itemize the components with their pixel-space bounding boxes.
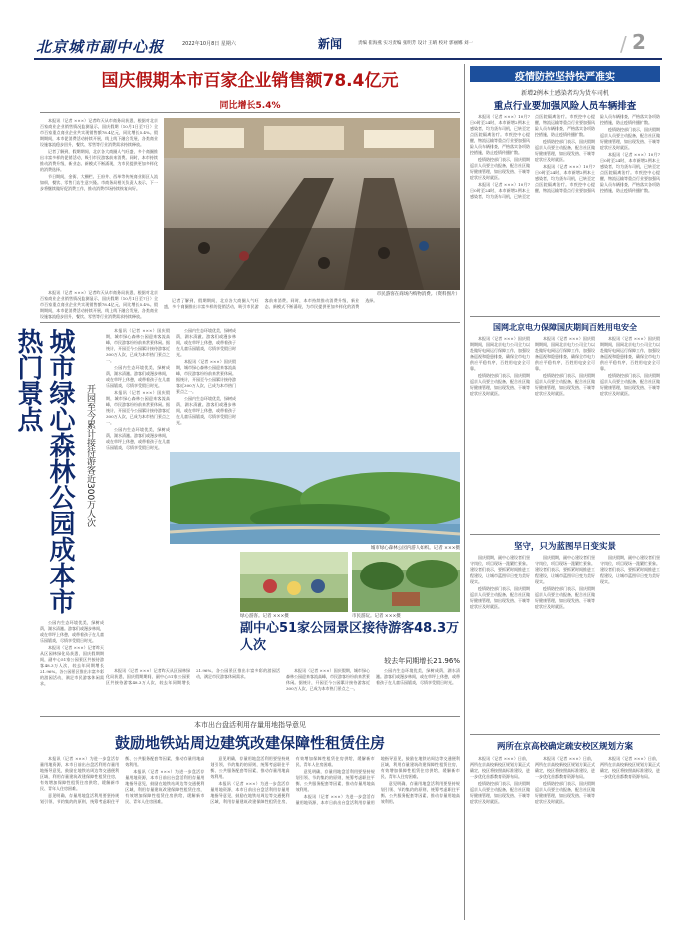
bottom-paragraph: 本报讯（记者 ×××）为进一步盘活存量用地资源，本市日前出台盘活利用存量用地指导意见，鼓励在地铁站周边等交通便利区域，利用存量建筑改建保障性租赁住房，有效增加保障性租赁住房供给，缓解新市民、青年人住房困难。: [295, 756, 460, 805]
sidebar-paragraph: 本报讯（记者 ×××）10月7日0时至24时，本市新增2例本土感染者，均为货车司机，已转至定点医院隔离治疗。市疾控中心提醒，物流运输等重点行业要加强风险人员车辆排查，严格落实各项防控措施，防止疫情传播扩散。: [600, 152, 660, 193]
bottom-kicker: 本市出台盘活利用存量用地指导意见: [194, 721, 306, 729]
park-paragraph: 公园内生态环境优美，绿树成荫，湖水清澈。游客们或漫步林间，或在草坪上休憩，或带着孩子在儿童乐园嬉戏，尽情享受假日时光。: [176, 328, 236, 357]
lead-bottom-rule: [40, 322, 460, 323]
sidebar-paragraph: 疫情防控部门表示，国庆假期返京人员要主动报备，配合社区做好健康管理，如出现发热、干咳等症状应及时就医。: [470, 157, 530, 180]
sidebar-paragraph: 疫情防控部门表示，国庆假期返京人员要主动报备，配合社区做好健康管理，如出现发热、干咳等症状应及时就医。: [470, 781, 530, 804]
lead-paragraph: 本报讯（记者 ×××）记者昨天从市商务局获悉，根据对北京百家商业企业销售情况监测显示，国庆假期（10月1日至7日）全市百家重点商业企业共实现销售额78.4亿元，同比增长5.4%。假期期间，本市促消费活动持续开展，线上线下融合发展，各类商业设施客流稳步回升，餐饮、零售等行业消费需求持续释放。: [40, 290, 158, 319]
park-paragraph: 本报讯（记者 ×××）国庆假期，城市绿心森林公园迎来客流高峰，市民游客纷纷前来赏景休闲。据统计，开园至今公园累计接待游客近300万人次，已成为本市热门景点之一。: [176, 359, 236, 394]
park-photo-1-caption: 绿心游客。记者 ×××摄: [240, 614, 289, 619]
park-paragraph: 本报讯（记者 ×××）国庆假期，城市绿心森林公园迎来客流高峰，市民游客纷纷前来赏景休闲。据统计，开园至今公园累计接待游客近300万人次，已成为本市热门景点之一。: [106, 390, 170, 425]
bottom-paragraph: 意见明确，存量用地盘活利用要坚持规划引领、节约集约的原则，统筹考虑职住平衡、公共服务配套等因素，推动存量用地高效利用。: [295, 769, 375, 792]
sidebar-paragraph: 本报讯（记者 ×××）日前，两所在京高校新校区规划方案正式确定，校区将按照高标准建设，进一步优化首都教育资源布局。: [470, 756, 530, 779]
bottom-paragraph: 意见明确，存量用地盘活利用要坚持规划引领、节约集约的原则，统筹考虑职住平衡、公共服务配套等因素，推动存量用地高效利用。: [40, 756, 205, 804]
park-body-4: [40, 620, 104, 712]
sidebar-paragraph: 疫情防控部门表示，国庆假期返京人员要主动报备，配合社区做好健康管理，如出现发热、干咳等症状应及时就医。: [470, 586, 530, 609]
column-divider: [464, 64, 465, 920]
bottom-paragraph: 本报讯（记者 ×××）为进一步盘活存量用地资源，本市日前出台盘活利用存量用地指导意见，鼓励在地铁站周边等交通便利区域，利用存量建筑改建保障性租赁住房，有效增加保障性租赁住房供给，缓解新市民、青年人住房困难。: [210, 756, 375, 804]
sidebar-paragraph: 疫情防控部门表示，国庆假期返京人员要主动报备，配合社区做好健康管理，如出现发热、干咳等症状应及时就医。: [535, 781, 595, 804]
sidebar-banner: [470, 66, 660, 82]
bottom-paragraph: 意见明确，存量用地盘活利用要坚持规划引领、节约集约的原则，统筹考虑职住平衡、公共服务配套等因素，推动存量用地高效利用。: [210, 756, 290, 779]
issue-date: 2022年10月8日 星期六: [182, 41, 236, 47]
lead-paragraph: 本报讯（记者 ×××）记者昨天从市商务局获悉，根据对北京百家商业企业销售情况监测显示，国庆假期（10月1日至7日）全市百家重点商业企业共实现销售额78.4亿元，同比增长5.4%。假期期间，本市促消费活动持续开展，线上线下融合发展，各类商业设施客流稳步回升，餐饮、零售等行业消费需求持续释放。: [40, 118, 158, 147]
sidebar-sub2-headline: 国网北京电力保障国庆期间百姓用电安全: [493, 323, 637, 332]
park-sub-2: 较去年同期增长21.96%: [384, 657, 460, 665]
sidebar-paragraph: 本报讯（记者 ×××）国庆假期期间，国网北京电力公司全力以赴做好电网运行保障工作，加强设备巡视和隐患排查，确保全市电力供应平稳有序，百姓用电安全可靠。: [600, 336, 660, 371]
lead-paragraph: 节日期间，金街、大栅栏、王府井、西单等传统商业街区人流如织，餐饮、零售门店生意兴隆。市商务局相关负责人表示，下一步将继续做好促消费工作，推动消费市场持续恢复向好。: [40, 174, 158, 191]
park-paragraph: 本报讯（记者 ×××）国庆假期，城市绿心森林公园迎来客流高峰，市民游客纷纷前来赏景休闲。据统计，开园至今公园累计接待游客近300万人次，已成为本市热门景点之一。: [286, 668, 370, 691]
sidebar-paragraph: 本报讯（记者 ×××）日前，两所在京高校新校区规划方案正式确定，校区将按照高标准建设，进一步优化首都教育资源布局。: [600, 756, 660, 779]
sidebar-paragraph: 疫情防控部门表示，国庆假期返京人员要主动报备，配合社区做好健康管理，如出现发热、干咳等症状应及时就医。: [600, 127, 660, 150]
park-vertical-sub: 开园至今累计接待游客近300万人次: [85, 384, 95, 528]
masthead: [34, 30, 662, 58]
park-photo-2-caption: 市民游玩。记者 ×××摄: [352, 614, 401, 619]
lead-paragraph: 记者了解到，假期期间，北京各大商圈人气旺盛，多个商圈推出丰富多样的促销活动，吸引市民游客前来消费。同时，本市持续推动消费升级，新业态、新模式不断涌现，为市民提供更加多样化的消费选择。: [40, 149, 158, 172]
bottom-paragraph: 本报讯（记者 ×××）为进一步盘活存量用地资源，本市日前出台盘活利用存量用地指导意见，鼓励在地铁站周边等交通便利区域，利用存量建筑改建保障性租赁住房，有效增加保障性租赁住房供给，缓解新市民、青年人住房困难。: [125, 769, 205, 804]
sidebar-paragraph: 国庆假期，副中心建设者们坚守岗位，项目现场一派繁忙景象。建设者们表示，要抓紧时间推进工程建设，让城市蓝图早日变为美好现实。: [470, 555, 530, 584]
sidebar-paragraph: 本报讯（记者 ×××）10月7日0时至24时，本市新增2例本土感染者，均为货车司机，已转至定点医院隔离治疗。市疾控中心提醒，物流运输等重点行业要加强风险人员车辆排查，严格落实各项防控措施，防止疫情传播扩散。: [535, 114, 660, 193]
park-people-image: [240, 552, 348, 612]
bottom-paragraph: 意见明确，存量用地盘活利用要坚持规划引领、节约集约的原则，统筹考虑职住平衡、公共服务配套等因素，推动存量用地高效利用。: [380, 781, 460, 804]
bottom-paragraph: 本报讯（记者 ×××）为进一步盘活存量用地资源，本市日前出台盘活利用存量用地指导意见，鼓励在地铁站周边等交通便利区域，利用存量建筑改建保障性租赁住房，有效增加保障性租赁住房供给，缓解新市民、青年人住房困难。: [40, 756, 120, 791]
park-paragraph: 本报讯（记者 ×××）记者昨天从区园林绿化局获悉，国庆假期期间，副中心51家公园景区共接待游客48.3万人次，较去年同期增长21.96%。各公园景区推出丰富多彩的游园活动，满足市民游客休闲需求。: [106, 668, 280, 685]
sidebar-banner-text: 疫情防控坚持快严准实: [515, 72, 615, 83]
sidebar-rule-1: [470, 316, 660, 317]
park-lake-image: [170, 452, 460, 544]
sidebar-paragraph: 疫情防控部门表示，国庆假期返京人员要主动报备，配合社区做好健康管理，如出现发热、干咳等症状应及时就医。: [470, 373, 530, 396]
park-paragraph: 本报讯（记者 ×××）国庆假期，城市绿心森林公园迎来客流高峰，市民游客纷纷前来赏景休闲。据统计，开园至今公园累计接待游客近300万人次，已成为本市热门景点之一。: [106, 328, 170, 363]
park-paragraph: 本报讯（记者 ×××）记者昨天从区园林绿化局获悉，国庆假期期间，副中心51家公园景区共接待游客48.3万人次，较去年同期增长21.96%。各公园景区推出丰富多彩的游园活动，满足市民游客休闲需求。: [40, 645, 104, 686]
sidebar-paragraph: 本报讯（记者 ×××）国庆假期期间，国网北京电力公司全力以赴做好电网运行保障工作，加强设备巡视和隐患排查，确保全市电力供应平稳有序，百姓用电安全可靠。: [535, 336, 595, 371]
section-title: 新闻: [318, 37, 343, 51]
park-trees-image: [352, 552, 460, 612]
park-paragraph: 公园内生态环境优美，绿树成荫，湖水清澈。游客们或漫步林间，或在草坪上休憩，或带着孩子在儿童乐园嬉戏，尽情享受假日时光。: [376, 668, 460, 685]
sidebar-paragraph: 本报讯（记者 ×××）日前，两所在京高校新校区规划方案正式确定，校区将按照高标准建设，进一步优化首都教育资源布局。: [535, 756, 595, 779]
lead-body-columns: [164, 298, 460, 320]
sidebar-headline: 重点行业要加强风险人员车辆排查: [493, 101, 637, 112]
lead-headline: 国庆假期本市百家企业销售额78.4亿元: [101, 71, 399, 91]
sidebar-body: [470, 114, 660, 310]
park-vertical-headline: 城市绿心森林公园成本市热门景点: [13, 328, 75, 614]
sidebar-paragraph: 国庆假期，副中心建设者们坚守岗位，项目现场一派繁忙景象。建设者们表示，要抓紧时间推进工程建设，让城市蓝图早日变为美好现实。: [600, 555, 660, 584]
sidebar-paragraph: 疫情防控部门表示，国庆假期返京人员要主动报备，配合社区做好健康管理，如出现发热、干咳等症状应及时就医。: [535, 586, 595, 609]
park-paragraph: 公园内生态环境优美，绿树成荫，湖水清澈。游客们或漫步林间，或在草坪上休憩，或带着孩子在儿童乐园嬉戏，尽情享受假日时光。: [106, 365, 170, 388]
park-paragraph: 公园内生态环境优美，绿树成荫，湖水清澈。游客们或漫步林间，或在草坪上休憩，或带着孩子在儿童乐园嬉戏，尽情享受假日时光。: [176, 396, 236, 425]
lead-subheadline: 同比增长5.4%: [219, 101, 281, 111]
sidebar-paragraph: 疫情防控部门表示，国庆假期返京人员要主动报备，配合社区做好健康管理，如出现发热、干咳等症状应及时就医。: [600, 373, 660, 396]
page-number: 2: [632, 30, 646, 54]
sidebar-sub4-body: [470, 756, 660, 918]
lead-photo: [164, 118, 460, 290]
sidebar-paragraph: 本报讯（记者 ×××）国庆假期期间，国网北京电力公司全力以赴做好电网运行保障工作，加强设备巡视和隐患排查，确保全市电力供应平稳有序，百姓用电安全可靠。: [470, 336, 530, 371]
lead-divider: [40, 112, 460, 113]
sidebar-kicker: 新增2例本土感染者均为货车司机: [521, 90, 609, 97]
bottom-body: [40, 756, 460, 918]
sidebar-paragraph: 国庆假期，副中心建设者们坚守岗位，项目现场一派繁忙景象。建设者们表示，要抓紧时间推进工程建设，让城市蓝图早日变为美好现实。: [535, 555, 595, 584]
bottom-headline: 鼓励地铁站周边建筑改建保障性租赁住房: [114, 734, 385, 752]
sidebar-rule-2: [470, 534, 660, 535]
page-number-slash-icon: /: [620, 32, 627, 56]
sidebar-paragraph: 疫情防控部门表示，国庆假期返京人员要主动报备，配合社区做好健康管理，如出现发热、干咳等症状应及时就医。: [535, 373, 595, 396]
sidebar-rule-3: [470, 734, 660, 735]
sidebar-sub4-headline: 两所在京高校确定疏安校区规划方案: [496, 742, 633, 752]
sidebar-paragraph: 本报讯（记者 ×××）10月7日0时至24时，本市新增2例本土感染者，均为货车司机，已转至定点医院隔离治疗。市疾控中心提醒，物流运输等重点行业要加强风险人员车辆排查，严格落实各项防控措施，防止疫情传播扩散。: [470, 114, 595, 199]
park-body: [106, 328, 170, 618]
lead-body: [40, 118, 158, 288]
lead-paragraph: 记者了解到，假期期间，北京各大商圈人气旺盛，多个商圈推出丰富多样的促销活动，吸引市民游客前来消费。同时，本市持续推动消费升级，新业态、新模式不断涌现，为市民提供更加多样化的消费选择。: [164, 298, 378, 309]
park-headline-2: 副中心51家公园景区接待游客48.3万人次: [240, 621, 460, 653]
park-photo-2: [352, 552, 460, 612]
editors-line: 责编 崔海燕 实习责编 张明芳 设计 王晴 校对 郭丽娜 刘一: [358, 41, 473, 46]
sidebar-paragraph: 疫情防控部门表示，国庆假期返京人员要主动报备，配合社区做好健康管理，如出现发热、干咳等症状应及时就医。: [535, 139, 595, 162]
paper-name: 北京城市副中心报: [36, 38, 165, 56]
sidebar-sub3-headline: 坚守，只为蓝图早日变实景: [513, 542, 616, 552]
park-main-photo: [170, 452, 460, 544]
park-bottom-rule: [40, 716, 460, 717]
mall-interior-image: [164, 118, 460, 290]
lead-photo-caption: 市民游客在商场内购物消费。（资料图片）: [376, 292, 460, 297]
sidebar-sub2-body: [470, 336, 660, 528]
park-main-photo-caption: 城市绿心森林公园内游人如织。记者 ×××摄: [370, 546, 460, 551]
park-body-3: [106, 668, 460, 712]
park-paragraph: 公园内生态环境优美，绿树成荫，湖水清澈。游客们或漫步林间，或在草坪上休憩，或带着孩子在儿童乐园嬉戏，尽情享受假日时光。: [106, 427, 170, 450]
sidebar-paragraph: 本报讯（记者 ×××）10月7日0时至24时，本市新增2例本土感染者，均为货车司机，已转至定点医院隔离治疗。市疾控中心提醒，物流运输等重点行业要加强风险人员车辆排查，严格落实各项防控措施，防止疫情传播扩散。: [470, 114, 530, 155]
lead-body-left-lower: [40, 290, 158, 320]
sidebar-sub3-body: [470, 555, 660, 729]
park-paragraph: 公园内生态环境优美，绿树成荫，湖水清澈。游客们或漫步林间，或在草坪上休憩，或带着孩子在儿童乐园嬉戏，尽情享受假日时光。: [40, 620, 104, 643]
masthead-rule: [34, 58, 662, 60]
park-photo-1: [240, 552, 348, 612]
